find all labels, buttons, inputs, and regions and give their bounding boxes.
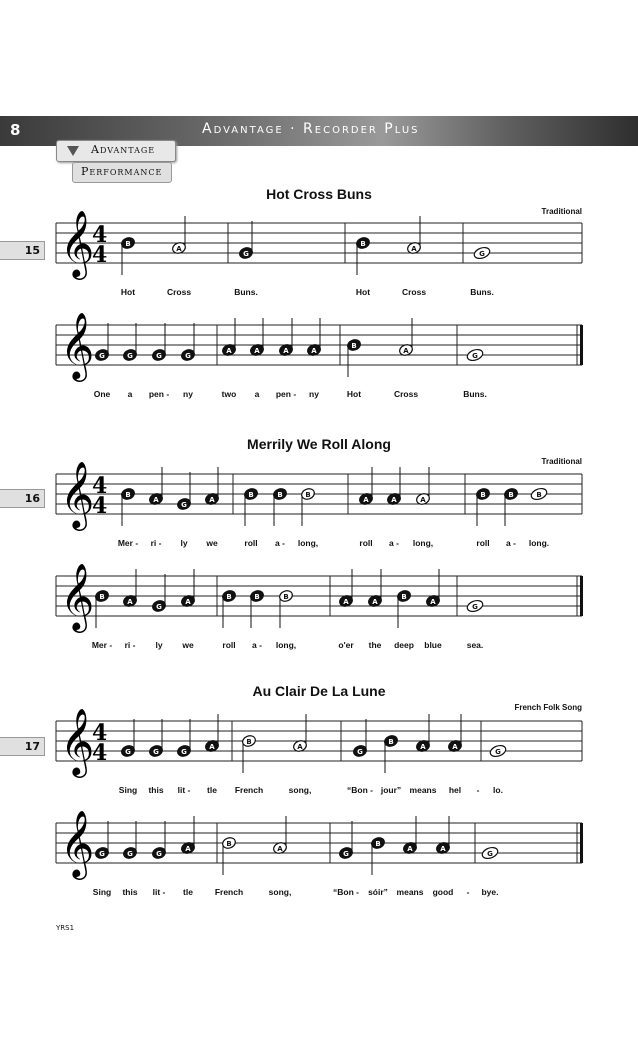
note-letter: A [343,598,349,606]
note [396,589,412,628]
song-number: 16 [0,489,45,508]
staff-system [56,562,583,633]
note-letter: A [372,598,378,606]
note-letter: B [125,240,131,248]
lyric-syllable: tle [183,887,193,897]
note [180,569,196,608]
note [272,816,288,855]
note [94,821,110,860]
note [151,821,167,860]
note-letter: G [357,748,363,756]
note [358,467,374,506]
note [272,487,288,526]
note [489,744,507,759]
note-letter: B [480,491,486,499]
note [425,569,441,608]
note-letter: A [403,347,409,355]
time-signature-top: 4 [92,720,108,746]
staff-system [56,460,582,531]
note-letter: G [127,352,133,360]
lyric-syllable: - [466,887,470,897]
note [94,323,110,362]
treble-clef-icon: 𝄞 [60,311,95,379]
lyric-syllable: roll [222,640,236,650]
note [122,323,138,362]
note-letter: G [343,850,349,858]
lyric-syllable: ly [180,538,188,548]
note [355,236,371,275]
note-letter: A [277,845,283,853]
note-letter: G [125,748,131,756]
note [352,719,368,758]
lyric-syllable: One [93,389,111,399]
note-letter: A [452,743,458,751]
treble-clef-icon: 𝄞 [60,707,95,775]
lyric-syllable: long, [275,640,297,650]
lyric-syllable: Hot [355,287,371,297]
note [383,734,399,773]
lyric-syllable: sea. [466,640,484,650]
note-letter: B [360,240,366,248]
time-signature-bottom: 4 [92,493,108,519]
note [300,487,316,526]
note [221,589,237,628]
treble-clef-icon: 𝄞 [60,209,95,277]
lyric-syllable: lo. [493,785,503,795]
lyric-syllable: roll [244,538,258,548]
note-letter: B [248,491,254,499]
note-letter: A [363,496,369,504]
lyric-syllable: hel [448,785,462,795]
note-letter: B [283,593,289,601]
note-letter: B [375,840,381,848]
lyric-syllable: Mer - [91,640,113,650]
lyric-syllable: jour” [380,785,402,795]
note-letter: G [181,748,187,756]
note [402,816,418,855]
time-signature-top: 4 [92,473,108,499]
song-title: Hot Cross Buns [266,186,372,202]
lyric-syllable: Sing [92,887,112,897]
note-letter: G [472,352,478,360]
note [481,846,499,861]
note [243,487,259,526]
lyric-syllable: - [476,785,480,795]
book-title: Advantage · Recorder Plus [202,121,420,137]
staff-system [56,809,583,880]
note [148,467,164,506]
note [398,318,414,357]
note [249,589,265,628]
note [241,734,257,773]
lyric-syllable: sóir” [368,887,388,897]
note [503,487,519,526]
note-letter: B [99,593,105,601]
lyric-syllable: two [221,389,237,399]
note [148,719,164,758]
lyric-syllable: roll [359,538,373,548]
lyric-syllable: good [432,887,454,897]
staff-system [56,209,582,280]
lyric-syllable: pen - [275,389,297,399]
lyric-syllable: lit - [152,887,166,897]
lyric-syllable: deep [394,640,414,650]
lyric-syllable: Sing [118,785,138,795]
lyric-syllable: ly [155,640,163,650]
lyric-syllable: ri - [124,640,136,650]
final-barline-thick [580,325,583,365]
note [204,714,220,753]
note [346,338,362,377]
note [473,246,491,261]
lyric-syllable: Buns. [463,389,487,399]
lyric-syllable: “Bon - [333,887,359,897]
lyric-syllable: bye. [481,887,499,897]
note-letter: G [487,850,493,858]
note-letter: G [243,250,249,258]
note [338,569,354,608]
lyric-syllable: Cross [393,389,419,399]
lyric-syllable: Mer - [117,538,139,548]
lyric-syllable: roll [476,538,490,548]
lyric-syllable: long, [412,538,434,548]
note-letter: G [153,748,159,756]
note-letter: A [420,496,426,504]
note-letter: B [125,491,131,499]
note-letter: A [297,743,303,751]
advantage-tab-label: Advantage [91,143,156,156]
lyric-syllable: means [396,887,424,897]
note [370,836,386,875]
note [278,589,294,628]
note [435,816,451,855]
lyric-syllable: a - [506,538,516,548]
lyric-syllable: a [127,389,133,399]
performance-tab-label: Performance [81,165,163,178]
note [221,836,237,875]
song-number: 15 [0,241,45,260]
lyric-syllable: French [234,785,264,795]
lyric-syllable: this [148,785,164,795]
note-letter: A [209,743,215,751]
note [530,487,548,502]
note [292,714,308,753]
time-signature-bottom: 4 [92,740,108,766]
lyric-syllable: Buns. [470,287,494,297]
staff-system [56,707,582,778]
footer-code: YRS1 [56,924,75,932]
note [120,236,136,275]
treble-clef-icon: 𝄞 [60,809,95,877]
note [367,569,383,608]
lyric-syllable: we [182,640,194,650]
lyric-syllable: ny [183,389,193,399]
note [306,318,322,357]
note-letter: A [311,347,317,355]
lyric-syllable: Hot [120,287,136,297]
lyric-syllable: Cross [401,287,427,297]
note-letter: G [495,748,501,756]
note-letter: B [226,840,232,848]
lyric-syllable: tle [207,785,217,795]
note-letter: A [440,845,446,853]
page-number: 8 [10,121,21,139]
note-letter: A [283,347,289,355]
note-letter: G [99,850,105,858]
note [120,719,136,758]
lyric-syllable: ny [309,389,319,399]
lyric-syllable: long, [297,538,319,548]
note-letter: A [185,598,191,606]
note [122,821,138,860]
note [176,719,192,758]
lyric-syllable: this [122,887,138,897]
lyric-syllable: song, [288,785,312,795]
lyric-syllable: pen - [148,389,170,399]
note [122,569,138,608]
final-barline-thick [580,823,583,863]
note-letter: A [420,743,426,751]
lyric-syllable: Cross [166,287,192,297]
note [204,467,220,506]
note [338,821,354,860]
note [447,714,463,753]
note-letter: B [351,342,357,350]
note [475,487,491,526]
note-letter: A [127,598,133,606]
lyric-syllable: Hot [346,389,362,399]
lyric-syllable: o'er [338,640,354,650]
lyric-syllable: a [254,389,260,399]
note-letter: A [391,496,397,504]
note [180,323,196,362]
note [221,318,237,357]
note-letter: A [226,347,232,355]
note [386,467,402,506]
note [249,318,265,357]
composer: Traditional [541,207,582,216]
note-letter: G [127,850,133,858]
composer: Traditional [541,457,582,466]
lyric-syllable: the [368,640,382,650]
note-letter: B [305,491,311,499]
song-title: Merrily We Roll Along [247,436,391,452]
note-letter: G [472,603,478,611]
note [151,574,167,613]
lyric-syllable: French [214,887,244,897]
note-letter: G [156,352,162,360]
note [415,467,431,506]
note-letter: B [401,593,407,601]
lyric-syllable: a - [275,538,285,548]
note-letter: G [185,352,191,360]
treble-clef-icon: 𝄞 [60,460,95,528]
note-letter: G [99,352,105,360]
time-signature-bottom: 4 [92,242,108,268]
note [180,816,196,855]
time-signature-top: 4 [92,222,108,248]
lyric-syllable: a - [389,538,399,548]
lyric-syllable: blue [424,640,442,650]
note-letter: B [254,593,260,601]
note-letter: A [254,347,260,355]
note-letter: B [277,491,283,499]
note [466,599,484,614]
note [94,589,110,628]
note-letter: A [430,598,436,606]
lyric-syllable: lit - [177,785,191,795]
note-letter: A [209,496,215,504]
lyric-syllable: Buns. [234,287,258,297]
lyric-syllable: song, [268,887,292,897]
note [406,216,422,255]
note-letter: B [246,738,252,746]
lyric-syllable: long. [528,538,550,548]
composer: French Folk Song [514,703,582,712]
note [151,323,167,362]
lyric-syllable: ri - [150,538,162,548]
note-letter: A [185,845,191,853]
note-letter: B [508,491,514,499]
note [415,714,431,753]
note [176,472,192,511]
note-letter: G [181,501,187,509]
note [171,216,187,255]
lyric-syllable: “Bon - [347,785,373,795]
final-barline-thick [580,576,583,616]
note [466,348,484,363]
lyric-syllable: we [206,538,218,548]
staff-system [56,311,583,382]
note-letter: A [176,245,182,253]
lyric-syllable: a - [252,640,262,650]
note [278,318,294,357]
lyric-syllable: means [409,785,437,795]
note-letter: G [479,250,485,258]
song-number: 17 [0,737,45,756]
note-letter: A [407,845,413,853]
note-letter: G [156,850,162,858]
note-letter: A [411,245,417,253]
note-letter: B [226,593,232,601]
note-letter: G [156,603,162,611]
note-letter: B [388,738,394,746]
treble-clef-icon: 𝄞 [60,562,95,630]
note-letter: B [536,491,542,499]
note-letter: A [153,496,159,504]
note [120,487,136,526]
song-title: Au Clair De La Lune [252,683,386,699]
note [238,221,254,260]
